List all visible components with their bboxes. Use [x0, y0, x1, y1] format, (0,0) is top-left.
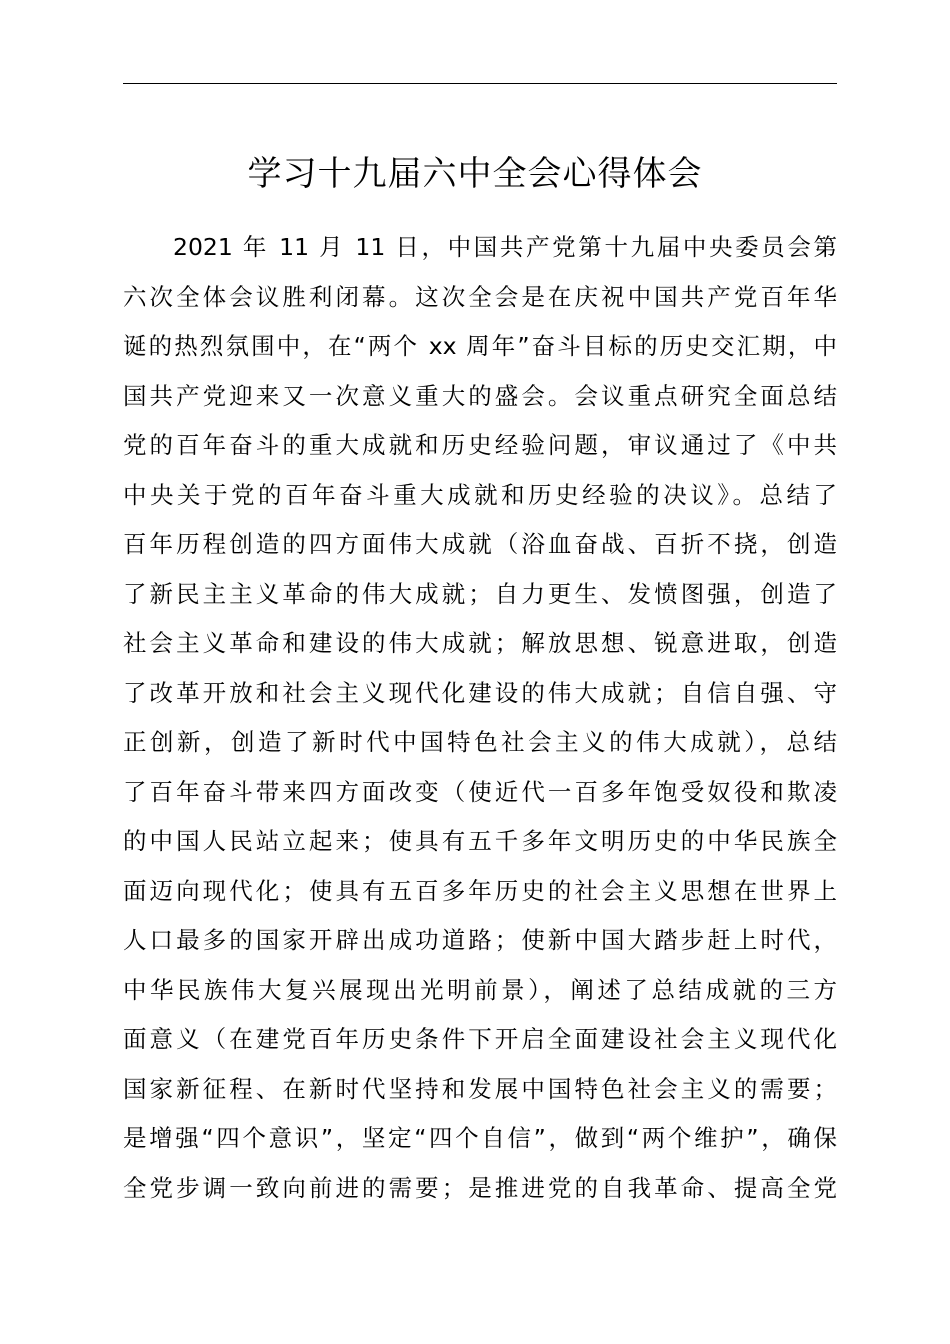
paragraph-line: 全党步调一致向前进的需要；是推进党的自我革命、提高全党 [123, 1173, 837, 1202]
paragraph-line: 党的百年奋斗的重大成就和历史经验问题，审议通过了《中共 [123, 431, 837, 459]
paragraph-line: 了百年奋斗带来四方面改变（使近代一百多年饱受奴役和欺凌 [123, 777, 837, 806]
header-rule [123, 83, 837, 84]
paragraph-line: 了改革开放和社会主义现代化建设的伟大成就；自信自强、守 [123, 678, 837, 707]
paragraph-line: 的中国人民站立起来；使具有五千多年文明历史的中华民族全 [123, 827, 837, 855]
paragraph-line: 正创新，创造了新时代中国特色社会主义的伟大成就），总结 [123, 728, 837, 756]
paragraph-line: 百年历程创造的四方面伟大成就（浴血奋战、百折不挠，创造 [123, 530, 837, 558]
paragraph-line: 社会主义革命和建设的伟大成就；解放思想、锐意进取，创造 [123, 629, 837, 657]
paragraph-line: 国共产党迎来又一次意义重大的盛会。会议重点研究全面总结 [123, 381, 837, 410]
paragraph-line: 中华民族伟大复兴展现出光明前景），阐述了总结成就的三方 [123, 975, 837, 1004]
paragraph-line: 面迈向现代化；使具有五百多年历史的社会主义思想在世界上 [123, 876, 837, 905]
paragraph-line: 2021 年 11 月 11 日，中国共产党第十九届中央委员会第 [173, 233, 837, 261]
paragraph-line: 国家新征程、在新时代坚持和发展中国特色社会主义的需要； [123, 1074, 837, 1103]
paragraph-line: 面意义（在建党百年历史条件下开启全面建设社会主义现代化 [123, 1025, 837, 1053]
paragraph-line: 人口最多的国家开辟出成功道路；使新中国大踏步赶上时代， [123, 926, 837, 954]
document-body [123, 223, 837, 1213]
document-title: 学习十九届六中全会心得体会 [247, 154, 703, 194]
paragraph-line: 诞的热烈氛围中，在“两个 xx 周年”奋斗目标的历史交汇期，中 [123, 332, 837, 360]
paragraph-line: 中央关于党的百年奋斗重大成就和历史经验的决议》。总结了 [123, 480, 837, 509]
paragraph-line: 是增强“四个意识”，坚定“四个自信”，做到“两个维护”，确保 [123, 1124, 837, 1152]
paragraph-line: 六次全体会议胜利闭幕。这次全会是在庆祝中国共产党百年华 [123, 282, 837, 311]
paragraph-line: 了新民主主义革命的伟大成就；自力更生、发愤图强，创造了 [123, 579, 837, 608]
